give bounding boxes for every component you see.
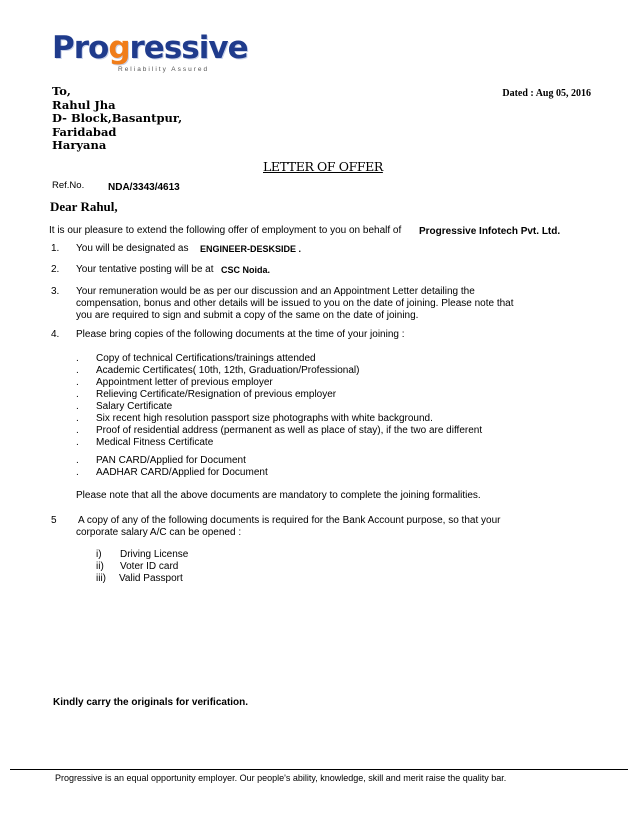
list-bullet: . [76,467,79,478]
list-bullet: . [76,425,79,436]
document-item: Proof of residential address (permanent as well as place of stay), if the two are different [96,425,483,436]
bank-document-option: Valid Passport [119,573,183,584]
id-document-item: AADHAR CARD/Applied for Document [96,467,268,478]
designation-text: You will be designated as [76,243,189,254]
list-bullet: . [76,389,79,400]
footer-divider [10,769,628,770]
intro-text: It is our pleasure to extend the following offer of employment to you on behalf of [49,225,402,236]
list-bullet: . [76,413,79,424]
documents-intro: Please bring copies of the following documents at the time of your joining : [76,329,405,340]
company-name: Progressive Infotech Pvt. Ltd. [419,226,561,237]
remuneration-line: you are required to sign and submit a copy of the same on the date of joining. [76,310,419,321]
designation-value: ENGINEER-DESKSIDE . [200,244,302,254]
letter-date: Dated : Aug 05, 2016 [502,88,591,99]
posting-text: Your tentative posting will be at [76,264,214,275]
reference-number: NDA/3343/4613 [108,182,180,193]
mandatory-note: Please note that all the above documents are mandatory to complete the joining formalities. [76,490,481,501]
list-bullet: . [76,455,79,466]
item-number: 1. [51,243,60,254]
item-number: 4. [51,329,60,340]
list-bullet: . [76,377,79,388]
list-bullet: . [76,353,79,364]
document-item: Salary Certificate [96,401,173,412]
id-document-item: PAN CARD/Applied for Document [96,455,246,466]
reference-label: Ref.No. [52,180,85,191]
option-marker: i) [96,549,102,560]
posting-value: CSC Noida. [221,265,271,275]
closing-note: Kindly carry the originals for verification. [53,697,249,708]
list-bullet: . [76,401,79,412]
address-city: Faridabad [52,124,117,139]
document-item: Appointment letter of previous employer [96,377,273,388]
recipient-name: Rahul Jha [52,97,116,112]
recipient-address [52,85,182,153]
document-item: Medical Fitness Certificate [96,437,214,448]
footer-text: Progressive is an equal opportunity employer. Our people's ability, knowledge, skill and merit raise the quality bar. [55,773,507,783]
bank-document-option: Driving License [120,549,189,560]
address-to: To, [52,84,71,98]
remuneration-line: compensation, bonus and other details will be issued to you on the date of joining. Please note that [76,298,514,309]
option-marker: ii) [96,561,104,572]
document-item: Six recent high resolution passport size photographs with white background. [96,413,433,424]
address-line: D- Block,Basantpur, [52,111,183,126]
logo-wordmark: Progressive [52,30,248,66]
item-number: 3. [51,286,60,297]
company-logo [52,30,248,76]
remuneration-line: Your remuneration would be as per our discussion and an Appointment Letter detailing the [76,286,475,297]
bank-requirement-line: corporate salary A/C can be opened : [76,527,242,538]
address-state: Haryana [52,138,107,153]
salutation: Dear Rahul, [50,199,118,214]
list-bullet: . [76,437,79,448]
item-number: 5 [51,515,57,526]
list-bullet: . [76,365,79,376]
bank-document-option: Voter ID card [120,561,179,572]
bank-requirement-line: A copy of any of the following documents is required for the Bank Account purpose, so that your [78,515,501,526]
option-marker: iii) [96,573,106,584]
letter-title: LETTER OF OFFER [263,159,383,174]
item-number: 2. [51,264,60,275]
document-item: Relieving Certificate/Resignation of previous employer [96,389,337,400]
document-item: Copy of technical Certifications/trainings attended [96,353,316,364]
logo-tagline: Reliability Assured [118,66,210,73]
document-item: Academic Certificates( 10th, 12th, Graduation/Professional) [96,365,360,376]
